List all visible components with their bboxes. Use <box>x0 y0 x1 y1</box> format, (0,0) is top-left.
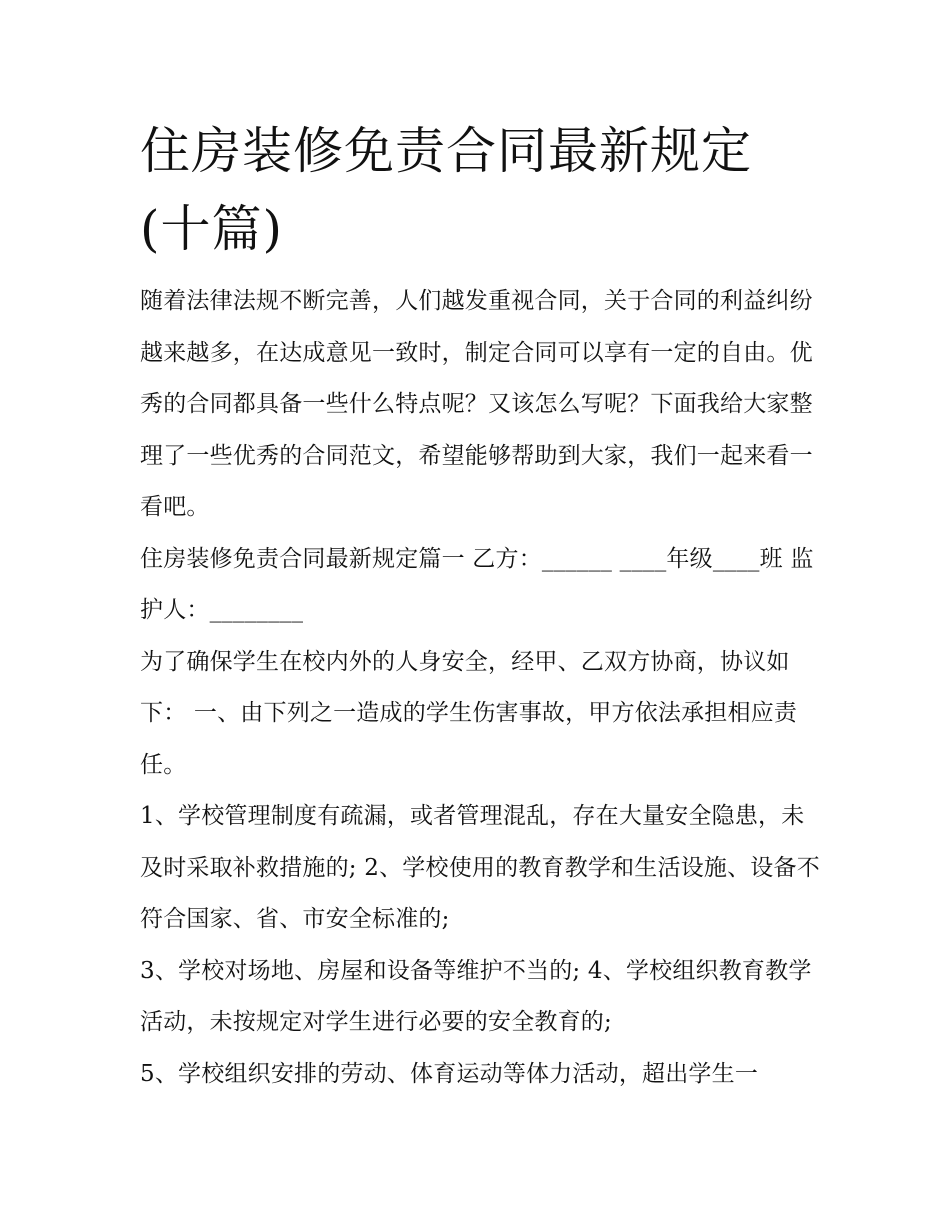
contract-header-paragraph: 住房装修免责合同最新规定篇一 乙方：______ ____年级____班 监护人：________ <box>140 545 814 623</box>
agreement-paragraph: 为了确保学生在校内外的人身安全，经甲、乙双方协商，协议如下： 一、由下列之一造成的学生伤害事故，甲方依法承担相应责任。 <box>140 648 798 778</box>
clause-5-paragraph: 5、学校组织安排的劳动、体育运动等体力活动，超出学生一 <box>140 1060 759 1087</box>
clause-1-2-paragraph: 1、学校管理制度有疏漏，或者管理混乱，存在大量安全隐患，未及时采取补救措施的; 2、学校使用的教育教学和生活设施、设备不符合国家、省、市安全标准的; <box>140 803 820 932</box>
document-body <box>140 276 820 1100</box>
intro-paragraph: 随着法律法规不断完善，人们越发重视合同，关于合同的利益纠纷越来越多，在达成意见一致时，制定合同可以享有一定的自由。优秀的合同都具备一些什么特点呢？又该怎么写呢？下面我给大家整理了一些优秀的合同范文，希望能够帮助到大家，我们一起来看一看吧。 <box>140 288 813 520</box>
document-title: 住房装修免责合同最新规定(十篇) <box>140 122 752 258</box>
clause-3-4-paragraph: 3、学校对场地、房屋和设备等维护不当的; 4、学校组织教育教学活动，未按规定对学生进行必要的安全教育的; <box>140 957 812 1035</box>
